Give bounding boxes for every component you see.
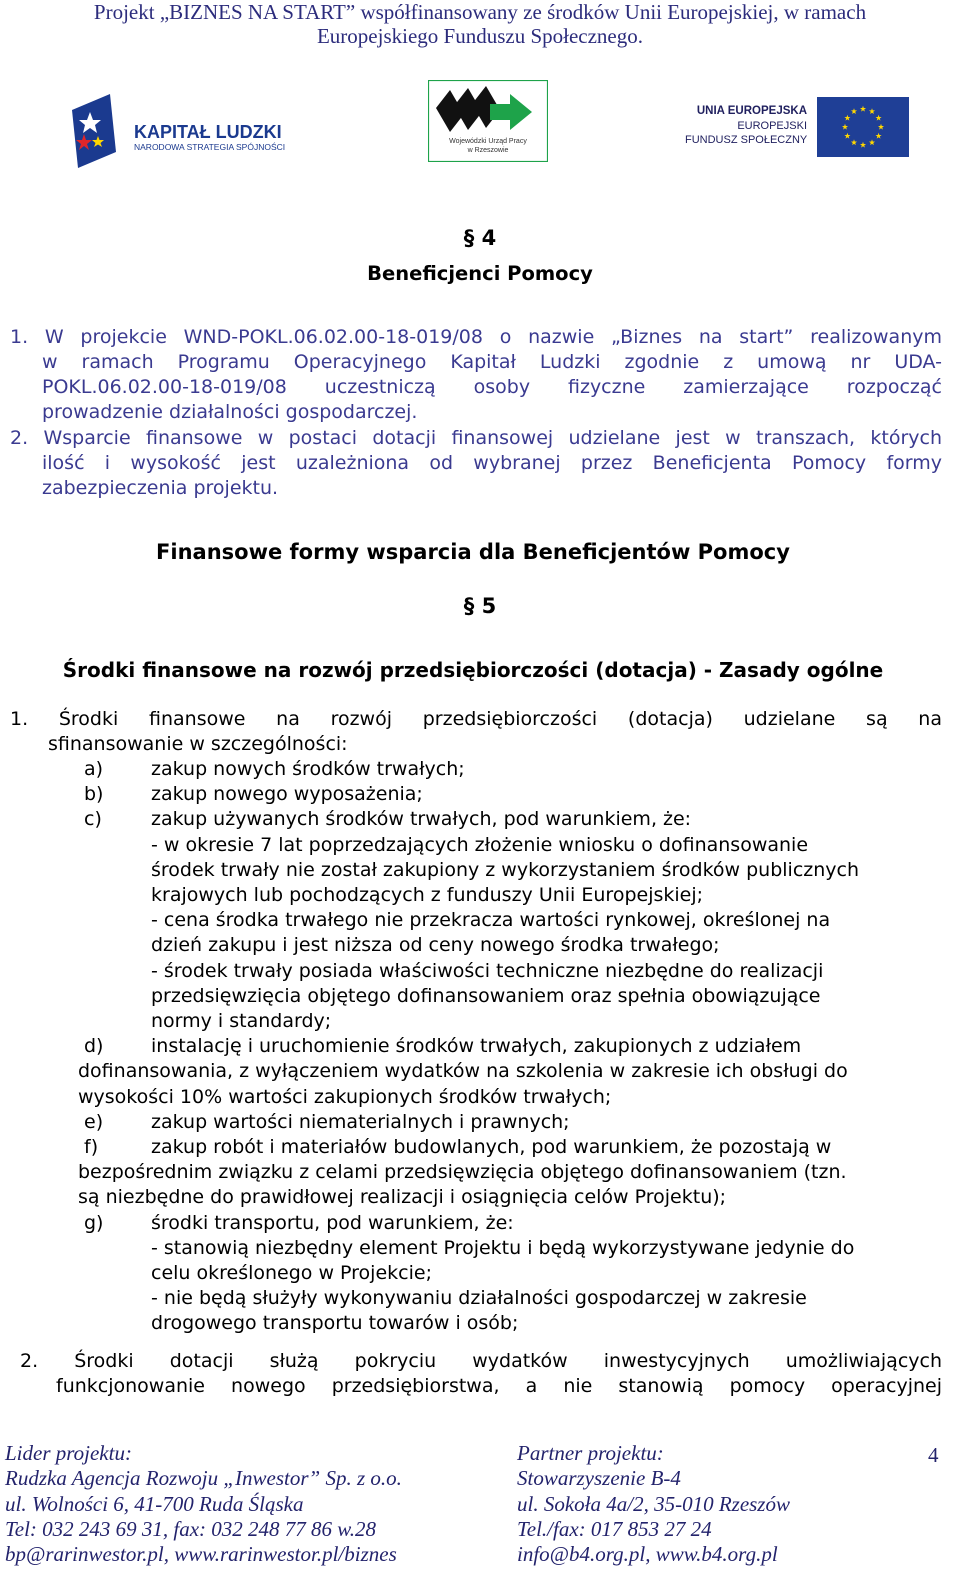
section-5-item-1-cont: sfinansowanie w szczególności:	[48, 733, 348, 755]
list-item-line: są niezbędne do prawidłowej realizacji i osiągnięcia celów Projektu);	[78, 1186, 727, 1209]
list-item-line: zakup używanych środków trwałych, pod warunkiem, że:	[151, 808, 692, 831]
list-marker: d)	[84, 1035, 104, 1058]
list-marker: c)	[84, 808, 102, 831]
list-item-line: dzień zakupu i jest niższa od ceny nowego środka trwałego;	[151, 934, 720, 957]
page-number: 4	[928, 1443, 939, 1467]
unia-europejska-logo	[685, 95, 910, 157]
section-5-item-2: 2. Środki dotacji służą pokryciu wydatków inwestycyjnych umożliwiających	[20, 1350, 942, 1372]
kapital-ludzki-flag-icon	[70, 92, 130, 172]
kapital-ludzki-title: KAPITAŁ LUDZKI	[134, 122, 282, 142]
kapital-ludzki-subtitle: NARODOWA STRATEGIA SPÓJNOŚCI	[134, 142, 286, 152]
section-5-item-2-cont: funkcjonowanie nowego przedsiębiorstwa, a nie stanowią pomocy operacyjnej	[56, 1375, 942, 1397]
list-item-line: instalację i uruchomienie środków trwałych, zakupionych z udziałem	[151, 1035, 802, 1058]
footer-lead-name: Rudzka Agencja Rozwoju „Inwestor” Sp. z o.o.	[5, 1466, 402, 1491]
list-item-line: - środek trwały posiada właściwości techniczne niezbędne do realizacji	[151, 959, 824, 982]
section-4-number: § 4	[463, 226, 497, 250]
kapital-ludzki-logo	[70, 92, 305, 172]
footer-partner-phone: Tel./fax: 017 853 27 24	[517, 1516, 712, 1541]
list-item-line: celu określonego w Projekcie;	[151, 1262, 432, 1284]
list-item-line: - w okresie 7 lat poprzedzających złożenie wniosku o dofinansowanie	[151, 833, 809, 856]
paragraph-line: prowadzenie działalności gospodarczej.	[42, 401, 418, 423]
paragraph-line: 1. W projekcie WND-POKL.06.02.00-18-019/08 o nazwie „Biznes na start” realizowanym	[10, 326, 942, 348]
list-marker: b)	[84, 783, 104, 806]
header-line-1: Projekt „BIZNES NA START” współfinansowany ze środków Unii Europejskiej, w ramach	[93, 0, 867, 24]
header-line-2: Europejskiego Funduszu Społecznego.	[316, 24, 644, 48]
list-item-line: bezpośrednim związku z celami przedsięwzięcia objętego dofinansowaniem (tzn.	[78, 1161, 847, 1184]
list-marker: e)	[84, 1110, 104, 1133]
footer-lead-label: Lider projektu:	[5, 1441, 132, 1465]
list-marker: g)	[84, 1211, 104, 1234]
section-4-title: Beneficjenci Pomocy	[367, 262, 593, 285]
wup-caption-line-1: Wojewódzki Urząd Pracy	[449, 138, 527, 145]
footer-partner-name: Stowarzyszenie B-4	[517, 1466, 681, 1491]
footer-lead-web: bp@rarinwestor.pl, www.rarinwestor.pl/biznes	[5, 1542, 397, 1567]
list-item-line: wysokości 10% wartości zakupionych środków trwałych;	[78, 1085, 612, 1108]
list-item-line: zakup robót i materiałów budowlanych, pod warunkiem, że pozostają w	[151, 1136, 832, 1158]
list-item-line: krajowych lub pochodzących z funduszy Unii Europejskiej;	[151, 884, 704, 906]
paragraph-line: POKL.06.02.00-18-019/08 uczestniczą osoby fizyczne zamierzające rozpocząć	[42, 376, 942, 398]
list-item-line: - nie będą służyły wykonywaniu działalności gospodarczej w zakresie	[151, 1287, 807, 1310]
list-item-line: środek trwały nie został zakupiony z wykorzystaniem środków publicznych	[151, 858, 860, 881]
eu-flag-icon	[817, 97, 909, 157]
paragraph-line: zabezpieczenia projektu.	[42, 477, 279, 499]
ue-line-1: UNIA EUROPEJSKA	[696, 105, 807, 117]
list-marker: f)	[84, 1136, 99, 1158]
section-5-title: Środki finansowe na rozwój przedsiębiorczości (dotacja) - Zasady ogólne	[62, 658, 884, 682]
ue-line-2: EUROPEJSKI	[737, 120, 807, 132]
paragraph-line: 2. Wsparcie finansowe w postaci dotacji finansowej udzielane jest w transzach, których	[10, 427, 942, 449]
paragraph-line: ilość i wysokość jest uzależniona od wybranej przez Beneficjenta Pomocy formy	[42, 452, 942, 474]
footer-partner	[517, 1441, 790, 1567]
list-item-line: dofinansowania, z wyłączeniem wydatków na szkolenia w zakresie ich obsługi do	[78, 1060, 848, 1083]
wup-rzeszow-logo	[428, 80, 548, 162]
list-item-line: środki transportu, pod warunkiem, że:	[151, 1211, 514, 1234]
wup-caption-line-2: w Rzeszowie	[467, 147, 509, 154]
forms-title: Finansowe formy wsparcia dla Beneficjentów Pomocy	[156, 540, 790, 564]
list-item-line: przedsięwzięcia objętego dofinansowaniem oraz spełnia obowiązujące	[151, 984, 821, 1007]
section-5-item-1: 1. Środki finansowe na rozwój przedsiębiorczości (dotacja) udzielane są na	[10, 708, 942, 730]
list-item-line: zakup nowych środków trwałych;	[151, 758, 465, 780]
list-item-line: - cena środka trwałego nie przekracza wartości rynkowej, określonej na	[151, 909, 831, 932]
paragraph-line: w ramach Programu Operacyjnego Kapitał Ludzki zgodnie z umową nr UDA-	[42, 351, 942, 373]
footer-partner-label: Partner projektu:	[517, 1441, 664, 1465]
footer-lead	[5, 1441, 402, 1567]
ue-line-3: FUNDUSZ SPOŁECZNY	[685, 134, 808, 146]
section-5-number: § 5	[463, 594, 497, 618]
footer-lead-address: ul. Wolności 6, 41-700 Ruda Śląska	[5, 1491, 304, 1516]
list-item-line: zakup wartości niematerialnych i prawnych;	[151, 1110, 570, 1133]
list-item-line: - stanowią niezbędny element Projektu i będą wykorzystywane jedynie do	[151, 1236, 855, 1259]
footer-partner-web: info@b4.org.pl, www.b4.org.pl	[517, 1542, 778, 1567]
footer-lead-phone: Tel: 032 243 69 31, fax: 032 248 77 86 w.28	[5, 1516, 376, 1541]
list-marker: a)	[84, 758, 104, 780]
list-item-line: drogowego transportu towarów i osób;	[151, 1312, 519, 1335]
list-item-line: zakup nowego wyposażenia;	[151, 783, 423, 806]
list-item-line: normy i standardy;	[151, 1010, 332, 1032]
footer-partner-address: ul. Sokoła 4a/2, 35-010 Rzeszów	[517, 1491, 790, 1516]
